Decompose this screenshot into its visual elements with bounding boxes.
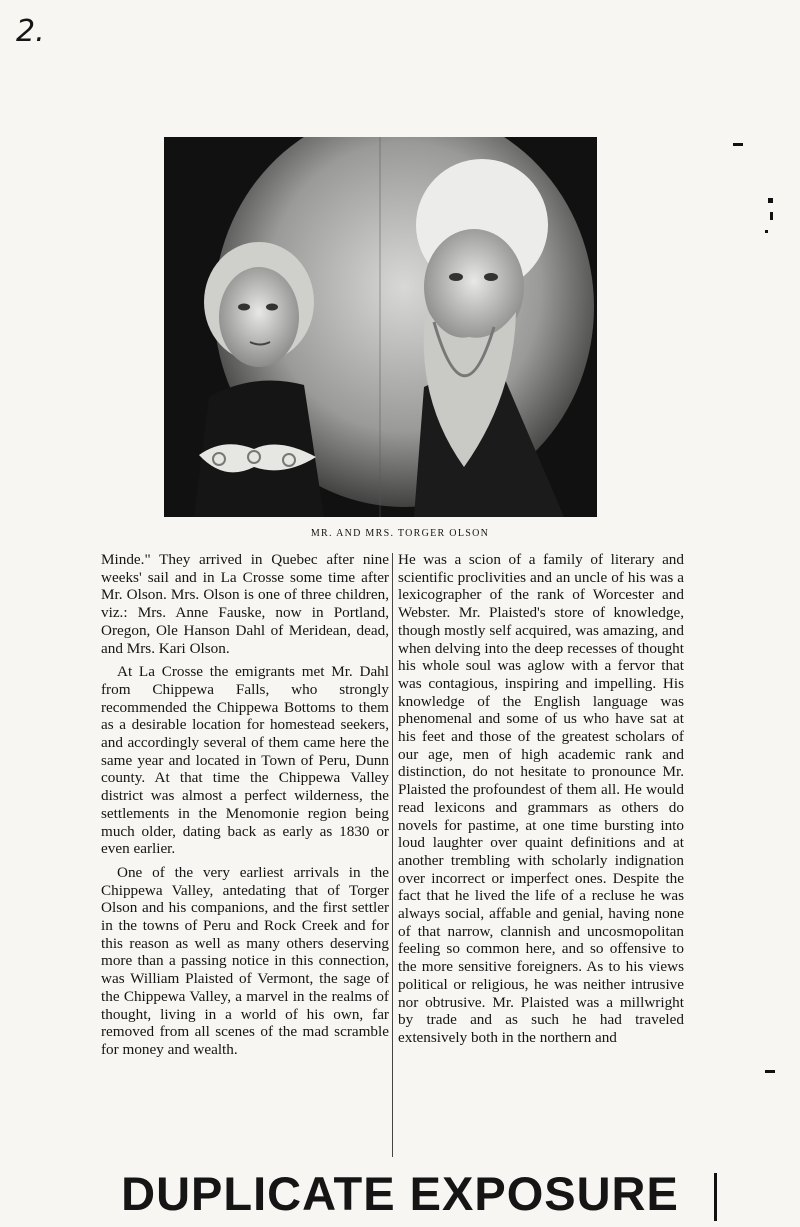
- margin-mark: [733, 143, 743, 146]
- portrait-illustration: [164, 137, 597, 517]
- margin-mark: [765, 230, 768, 233]
- right-column: [398, 551, 684, 1053]
- page-number: 2.: [16, 14, 45, 49]
- left-paragraph: One of the very earliest arrivals in the Chippewa Valley, antedating that of Torger Olson and his companions, and the first settler in the towns of Peru and Rock Creek and for this reason as well as many others deserving more than a passing notice in this connection, was William Plaisted of Vermont, the sage of the Chippewa Valley, a marvel in the realms of thought, living in a world of his own, far removed from all scenes of the mad scramble for money and wealth.: [101, 863, 389, 1058]
- column-divider: [392, 553, 393, 1157]
- edge-line: [714, 1173, 717, 1221]
- left-paragraph: At La Crosse the emigrants met Mr. Dahl from Chippewa Falls, who strongly recommended the Chippewa Bottoms to them as a desirable location for homestead seekers, and accordingly several of them came here the same year and located in Town of Peru, Dunn county. At that time the Chippewa Valley district was almost a perfect wilderness, the settlements in the Menomonie region being much older, dating back as early as 1830 or even earlier.: [101, 663, 389, 858]
- left-paragraph: Minde." They arrived in Quebec after nine weeks' sail and in La Crosse some time after Mr. Olson. Mrs. Olson is one of three children, viz.: Mrs. Anne Fauske, now in Portland, Oregon, Ole Hanson Dahl of Meridean, dead, and Mrs. Kari Olson.: [101, 551, 389, 657]
- right-paragraph: He was a scion of a family of literary and scientific proclivities and an uncle of his was a lexicographer of the rank of Worcester and Webster. Mr. Plaisted's store of knowledge, though mostly self acquired, was amazing, and when delving into the deep recesses of thought his whole soul was aglow with a fervor that was contagious, inspiring and impelling. His knowledge of the English language was phenomenal and some of us who have sat at his feet and those of the greatest scholars of our age, men of high academic rank and distinction, do not hesitate to pronounce Mr. Plaisted the profoundest of them all. He would read lexicons and grammars as others do novels for pastime, at one time bursting into loud laughter over quaint definitions and at another trembling with scholarly indignation over incorrect or imperfect ones. Despite the fact that he lived the life of a recluse he was always social, affable and genial, having none of that narrow, clannish and uncosmopolitan feeling so common here, and so offensive to the more sensitive foreigners. As to his views political or religious, he was neither intrusive nor obtrusive. Mr. Plaisted was a millwright by trade and as such he had traveled extensively both in the northern and: [398, 551, 684, 1046]
- margin-mark: [765, 1070, 775, 1073]
- left-column: [101, 551, 389, 1065]
- duplicate-exposure-stamp: DUPLICATE EXPOSURE: [121, 1167, 679, 1220]
- photo-caption: MR. AND MRS. TORGER OLSON: [310, 528, 490, 539]
- margin-mark: [768, 198, 773, 203]
- margin-mark: [770, 212, 773, 220]
- portrait-photo: [164, 137, 597, 517]
